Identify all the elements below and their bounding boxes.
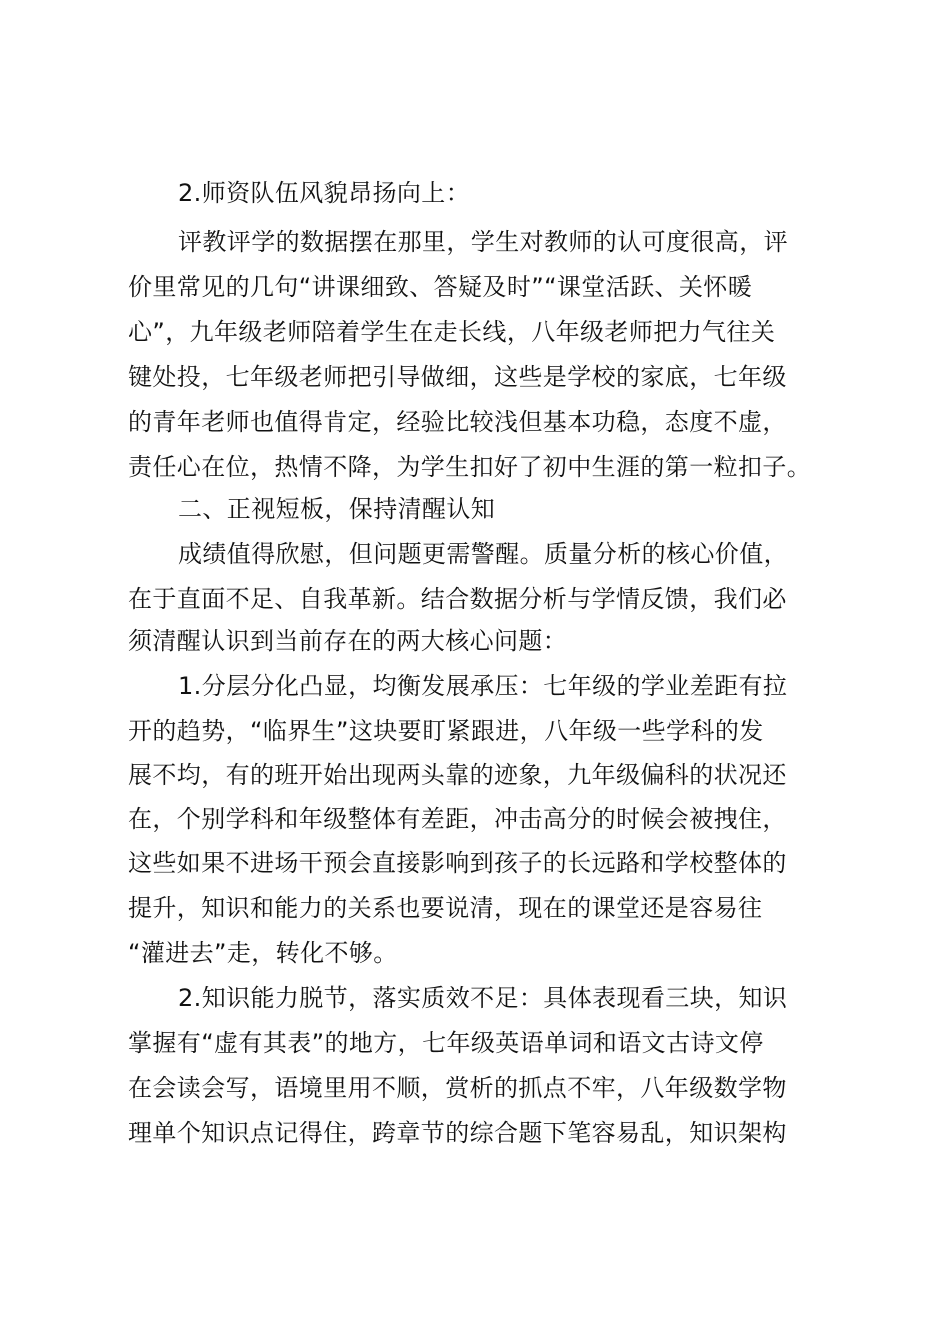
paragraph-line: 在，个别学科和年级整体有差距，冲击高分的时候会被拽住，: [128, 805, 787, 833]
paragraph-line: 成绩值得欣慰，但问题更需警醒。质量分析的核心价值，: [178, 540, 788, 568]
paragraph-line: “灌进去”走，转化不够。: [128, 939, 398, 967]
paragraph-line: 责任心在位，热情不降，为学生扣好了初中生涯的第一粒扣子。: [128, 453, 812, 481]
paragraph-line: 在于直面不足、自我革新。结合数据分析与学情反馈，我们必: [128, 585, 787, 613]
paragraph-line: 掌握有“虚有其表”的地方，七年级英语单词和语文古诗文停: [128, 1029, 764, 1057]
paragraph-line: 2.知识能力脱节，落实质效不足：具体表现看三块，知识: [178, 984, 788, 1012]
paragraph-line: 1.分层分化凸显，均衡发展承压：七年级的学业差距有拉: [178, 672, 788, 700]
section-heading-faculty: 2.师资队伍风貌昂扬向上：: [178, 179, 471, 207]
paragraph-line: 开的趋势，“临界生”这块要盯紧跟进，八年级一些学科的发: [128, 717, 764, 745]
paragraph-line: 展不均，有的班开始出现两头靠的迹象，九年级偏科的状况还: [128, 761, 787, 789]
paragraph-line: 价里常见的几句“讲课细致、答疑及时”“课堂活跃、关怀暖: [128, 273, 753, 301]
paragraph-line: 在会读会写，语境里用不顺，赏析的抓点不牢，八年级数学物: [128, 1074, 787, 1102]
paragraph-line: 这些如果不进场干预会直接影响到孩子的长远路和学校整体的: [128, 849, 787, 877]
paragraph-line: 的青年老师也值得肯定，经验比较浅但基本功稳，态度不虚，: [128, 408, 787, 436]
paragraph-line: 心”，九年级老师陪着学生在走长线，八年级老师把力气往关: [128, 318, 776, 346]
paragraph-line: 理单个知识点记得住，跨章节的综合题下笔容易乱，知识架构: [128, 1119, 787, 1147]
section-heading-shortcomings: 二、正视短板，保持清醒认知: [178, 495, 496, 523]
paragraph-line: 须清醒认识到当前存在的两大核心问题：: [128, 627, 568, 655]
paragraph-line: 评教评学的数据摆在那里，学生对教师的认可度很高，评: [178, 228, 788, 256]
paragraph-line: 键处投，七年级老师把引导做细，这些是学校的家底，七年级: [128, 363, 787, 391]
paragraph-line: 提升，知识和能力的关系也要说清，现在的课堂还是容易往: [128, 894, 763, 922]
